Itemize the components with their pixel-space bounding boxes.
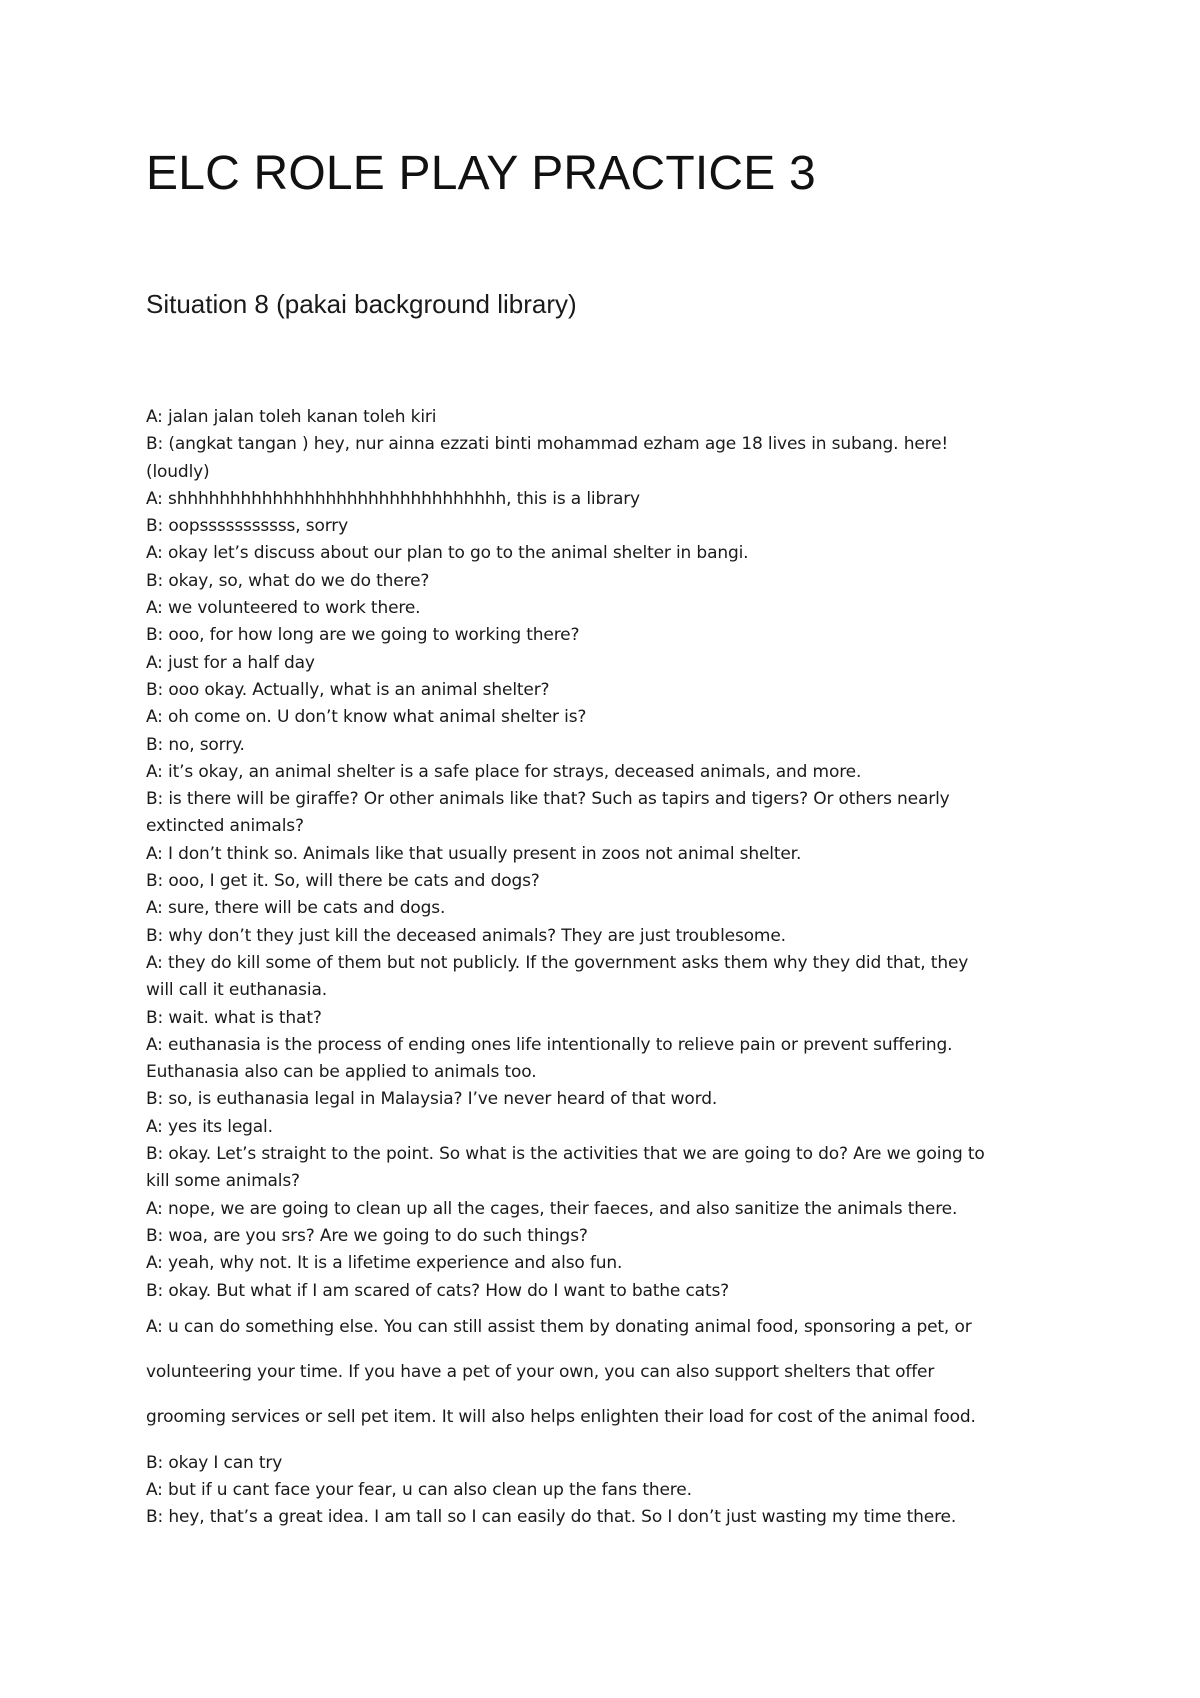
- dialogue-line: B: okay I can try: [146, 1452, 283, 1473]
- dialogue-line: A: oh come on. U don’t know what animal shelter is?: [146, 707, 587, 728]
- dialogue-line: A: yeah, why not. It is a lifetime experience and also fun.: [146, 1253, 623, 1274]
- dialogue-line: B: why don’t they just kill the deceased animals? They are just troublesome.: [146, 925, 786, 946]
- dialogue-block: [146, 404, 1046, 1532]
- dialogue-line: A: nope, we are going to clean up all the cages, their faeces, and also sanitize the animals there.: [146, 1198, 958, 1219]
- dialogue-line: A: okay let’s discuss about our plan to go to the animal shelter in bangi.: [146, 543, 749, 564]
- dialogue-line: B: no, sorry.: [146, 734, 245, 755]
- dialogue-line: A: shhhhhhhhhhhhhhhhhhhhhhhhhhhhhhh, this is a library: [146, 488, 640, 509]
- dialogue-line: B: hey, that’s a great idea. I am tall so I can easily do that. So I don’t just wasting my time there.: [146, 1507, 957, 1528]
- dialogue-line: B: woa, are you srs? Are we going to do such things?: [146, 1225, 588, 1246]
- situation-subtitle: Situation 8 (pakai background library): [146, 289, 577, 319]
- dialogue-line: Euthanasia also can be applied to animals too.: [146, 1062, 537, 1083]
- dialogue-line: B: is there will be giraffe? Or other animals like that? Such as tapirs and tigers? Or others nearly: [146, 789, 950, 810]
- dialogue-line: B: okay. But what if I am scared of cats? How do I want to bathe cats?: [146, 1280, 730, 1301]
- dialogue-line: A: euthanasia is the process of ending ones life intentionally to relieve pain or prevent suffering.: [146, 1034, 953, 1055]
- dialogue-line: B: so, is euthanasia legal in Malaysia? I’ve never heard of that word.: [146, 1089, 718, 1110]
- dialogue-line: A: sure, there will be cats and dogs.: [146, 898, 446, 919]
- dialogue-line-spaced: A: u can do something else. You can still assist them by donating animal food, sponsoring a pet, or: [146, 1316, 972, 1337]
- dialogue-line: A: I don’t think so. Animals like that usually present in zoos not animal shelter.: [146, 843, 802, 864]
- dialogue-line: B: okay, so, what do we do there?: [146, 570, 430, 591]
- dialogue-line-spaced: grooming services or sell pet item. It will also helps enlighten their load for cost of the animal food.: [146, 1406, 976, 1427]
- dialogue-line: extincted animals?: [146, 816, 304, 837]
- dialogue-line: A: just for a half day: [146, 652, 315, 673]
- dialogue-line: B: ooo okay. Actually, what is an animal shelter?: [146, 679, 550, 700]
- dialogue-line: B: okay. Let’s straight to the point. So what is the activities that we are going to do? Are we going to: [146, 1144, 985, 1165]
- dialogue-line: kill some animals?: [146, 1171, 300, 1192]
- dialogue-line: A: they do kill some of them but not publicly. If the government asks them why they did that, they: [146, 952, 969, 973]
- dialogue-line: B: ooo, I get it. So, will there be cats and dogs?: [146, 871, 540, 892]
- dialogue-line: A: but if u cant face your fear, u can also clean up the fans there.: [146, 1480, 692, 1501]
- dialogue-line: (loudly): [146, 461, 210, 482]
- document-title: ELC ROLE PLAY PRACTICE 3: [146, 147, 816, 200]
- dialogue-line: A: jalan jalan toleh kanan toleh kiri: [146, 407, 437, 427]
- dialogue-line: B: oopsssssssssss, sorry: [146, 516, 349, 537]
- dialogue-line: will call it euthanasia.: [146, 980, 327, 1001]
- dialogue-line: B: (angkat tangan ) hey, nur ainna ezzati binti mohammad ezham age 18 lives in subang. here!: [146, 434, 949, 455]
- dialogue-line: A: yes its legal.: [146, 1116, 273, 1137]
- dialogue-line-spaced: volunteering your time. If you have a pet of your own, you can also support shelters that offer: [146, 1361, 935, 1382]
- dialogue-line: B: wait. what is that?: [146, 1007, 322, 1028]
- dialogue-line: A: we volunteered to work there.: [146, 598, 421, 619]
- dialogue-line: B: ooo, for how long are we going to working there?: [146, 625, 580, 646]
- dialogue-line: A: it’s okay, an animal shelter is a safe place for strays, deceased animals, and more.: [146, 761, 862, 782]
